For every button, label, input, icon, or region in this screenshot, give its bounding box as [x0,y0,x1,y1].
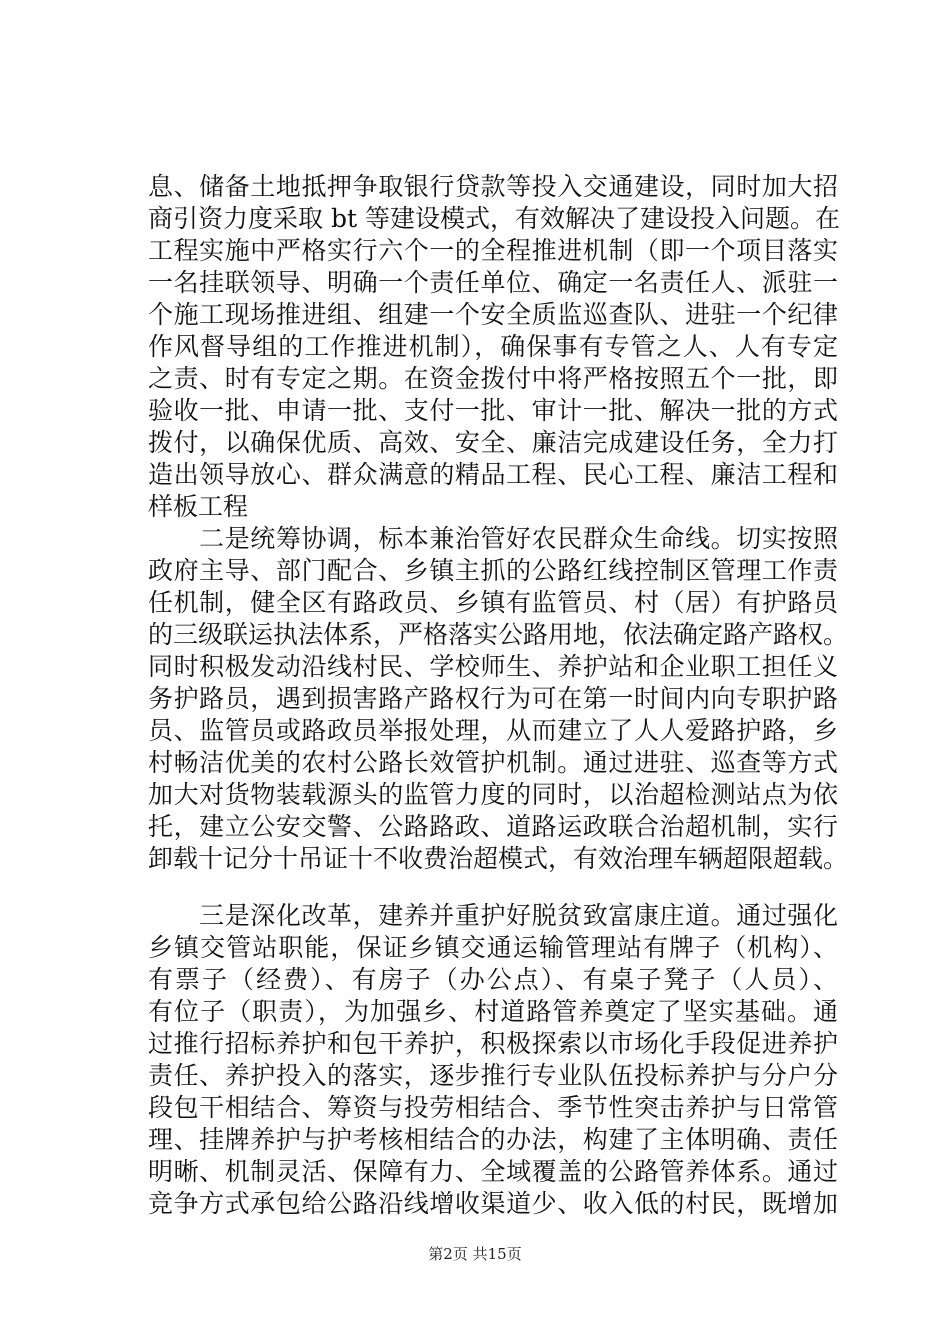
paragraph-funding-and-construction [148,171,838,523]
text-line: 政府主导、部门配合、乡镇主抓的公路红线控制区管理工作责 [148,556,838,585]
text-line: 员、监管员或路政员举报处理，从而建立了人人爱路护路，乡 [148,716,838,745]
paragraph-reform [148,900,838,1220]
text-line: 工程实施中严格实行六个一的全程推进机制（即一个项目落实 [148,236,838,265]
text-line: 拨付，以确保优质、高效、安全、廉洁完成建设任务，全力打 [148,428,838,457]
text-line: 造出领导放心、群众满意的精品工程、民心工程、廉洁工程和 [148,460,838,489]
text-line: 段包干相结合、筹资与投劳相结合、季节性突击养护与日常管 [148,1093,838,1122]
text-line: 务护路员，遇到损害路产路权行为可在第一时间内向专职护路 [148,684,838,713]
text-line: 的三级联运执法体系，严格落实公路用地，依法确定路产路权。 [148,620,849,649]
document-body [148,171,849,1220]
text-line: 过推行招标养护和包干养护，积极探索以市场化手段促进养护 [148,1029,838,1058]
text-line: 一名挂联领导、明确一个责任单位、确定一名责任人、派驻一 [148,268,838,297]
text-line: 同时积极发动沿线村民、学校师生、养护站和企业职工担任义 [148,652,838,681]
text-line: 责任、养护投入的落实，逐步推行专业队伍投标养护与分户分 [148,1061,838,1090]
text-line: 验收一批、申请一批、支付一批、审计一批、解决一批的方式 [148,396,838,425]
text-line: 样板工程 [148,492,249,521]
text-line: 之责、时有专定之期。在资金拨付中将严格按照五个一批，即 [148,364,838,393]
text-line: 乡镇交管站职能，保证乡镇交通运输管理站有牌子（机构）、 [148,933,838,962]
text-line: 卸载十记分十吊证十不收费治超模式，有效治理车辆超限超载。 [148,844,849,873]
text-line: 商引资力度采取 bt 等建设模式，有效解决了建设投入问题。在 [148,204,840,233]
text-line: 明晰、机制灵活、保障有力、全域覆盖的公路管养体系。通过 [148,1157,838,1186]
paragraph-spacer [148,875,838,900]
page-footer: 第2页 共15页 [428,1245,522,1263]
text-line: 个施工现场推进组、组建一个安全质监巡查队、进驻一个纪律 [148,300,838,329]
text-line: 有位子（职责），为加强乡、村道路管养奠定了坚实基础。通 [148,997,838,1026]
paragraph-coordination [148,523,849,875]
text-line: 竞争方式承包给公路沿线增收渠道少、收入低的村民，既增加 [148,1189,838,1218]
text-line: 有票子（经费）、有房子（办公点）、有桌子凳子（人员）、 [148,965,838,994]
text-line: 三是深化改革，建养并重护好脱贫致富康庄道。通过强化 [148,901,838,930]
text-line: 托，建立公安交警、公路路政、道路运政联合治超机制，实行 [148,812,838,841]
text-line: 二是统筹协调，标本兼治管好农民群众生命线。切实按照 [148,524,838,553]
text-line: 任机制，健全区有路政员、乡镇有监管员、村（居）有护路员 [148,588,838,617]
text-line: 村畅洁优美的农村公路长效管护机制。通过进驻、巡查等方式 [148,748,838,777]
text-line: 加大对货物装载源头的监管力度的同时，以治超检测站点为依 [148,780,838,809]
text-line: 作风督导组的工作推进机制），确保事有专管之人、人有专定 [148,332,838,361]
text-line: 理、挂牌养护与护考核相结合的办法，构建了主体明确、责任 [148,1125,838,1154]
text-line: 息、储备土地抵押争取银行贷款等投入交通建设，同时加大招 [148,172,838,201]
